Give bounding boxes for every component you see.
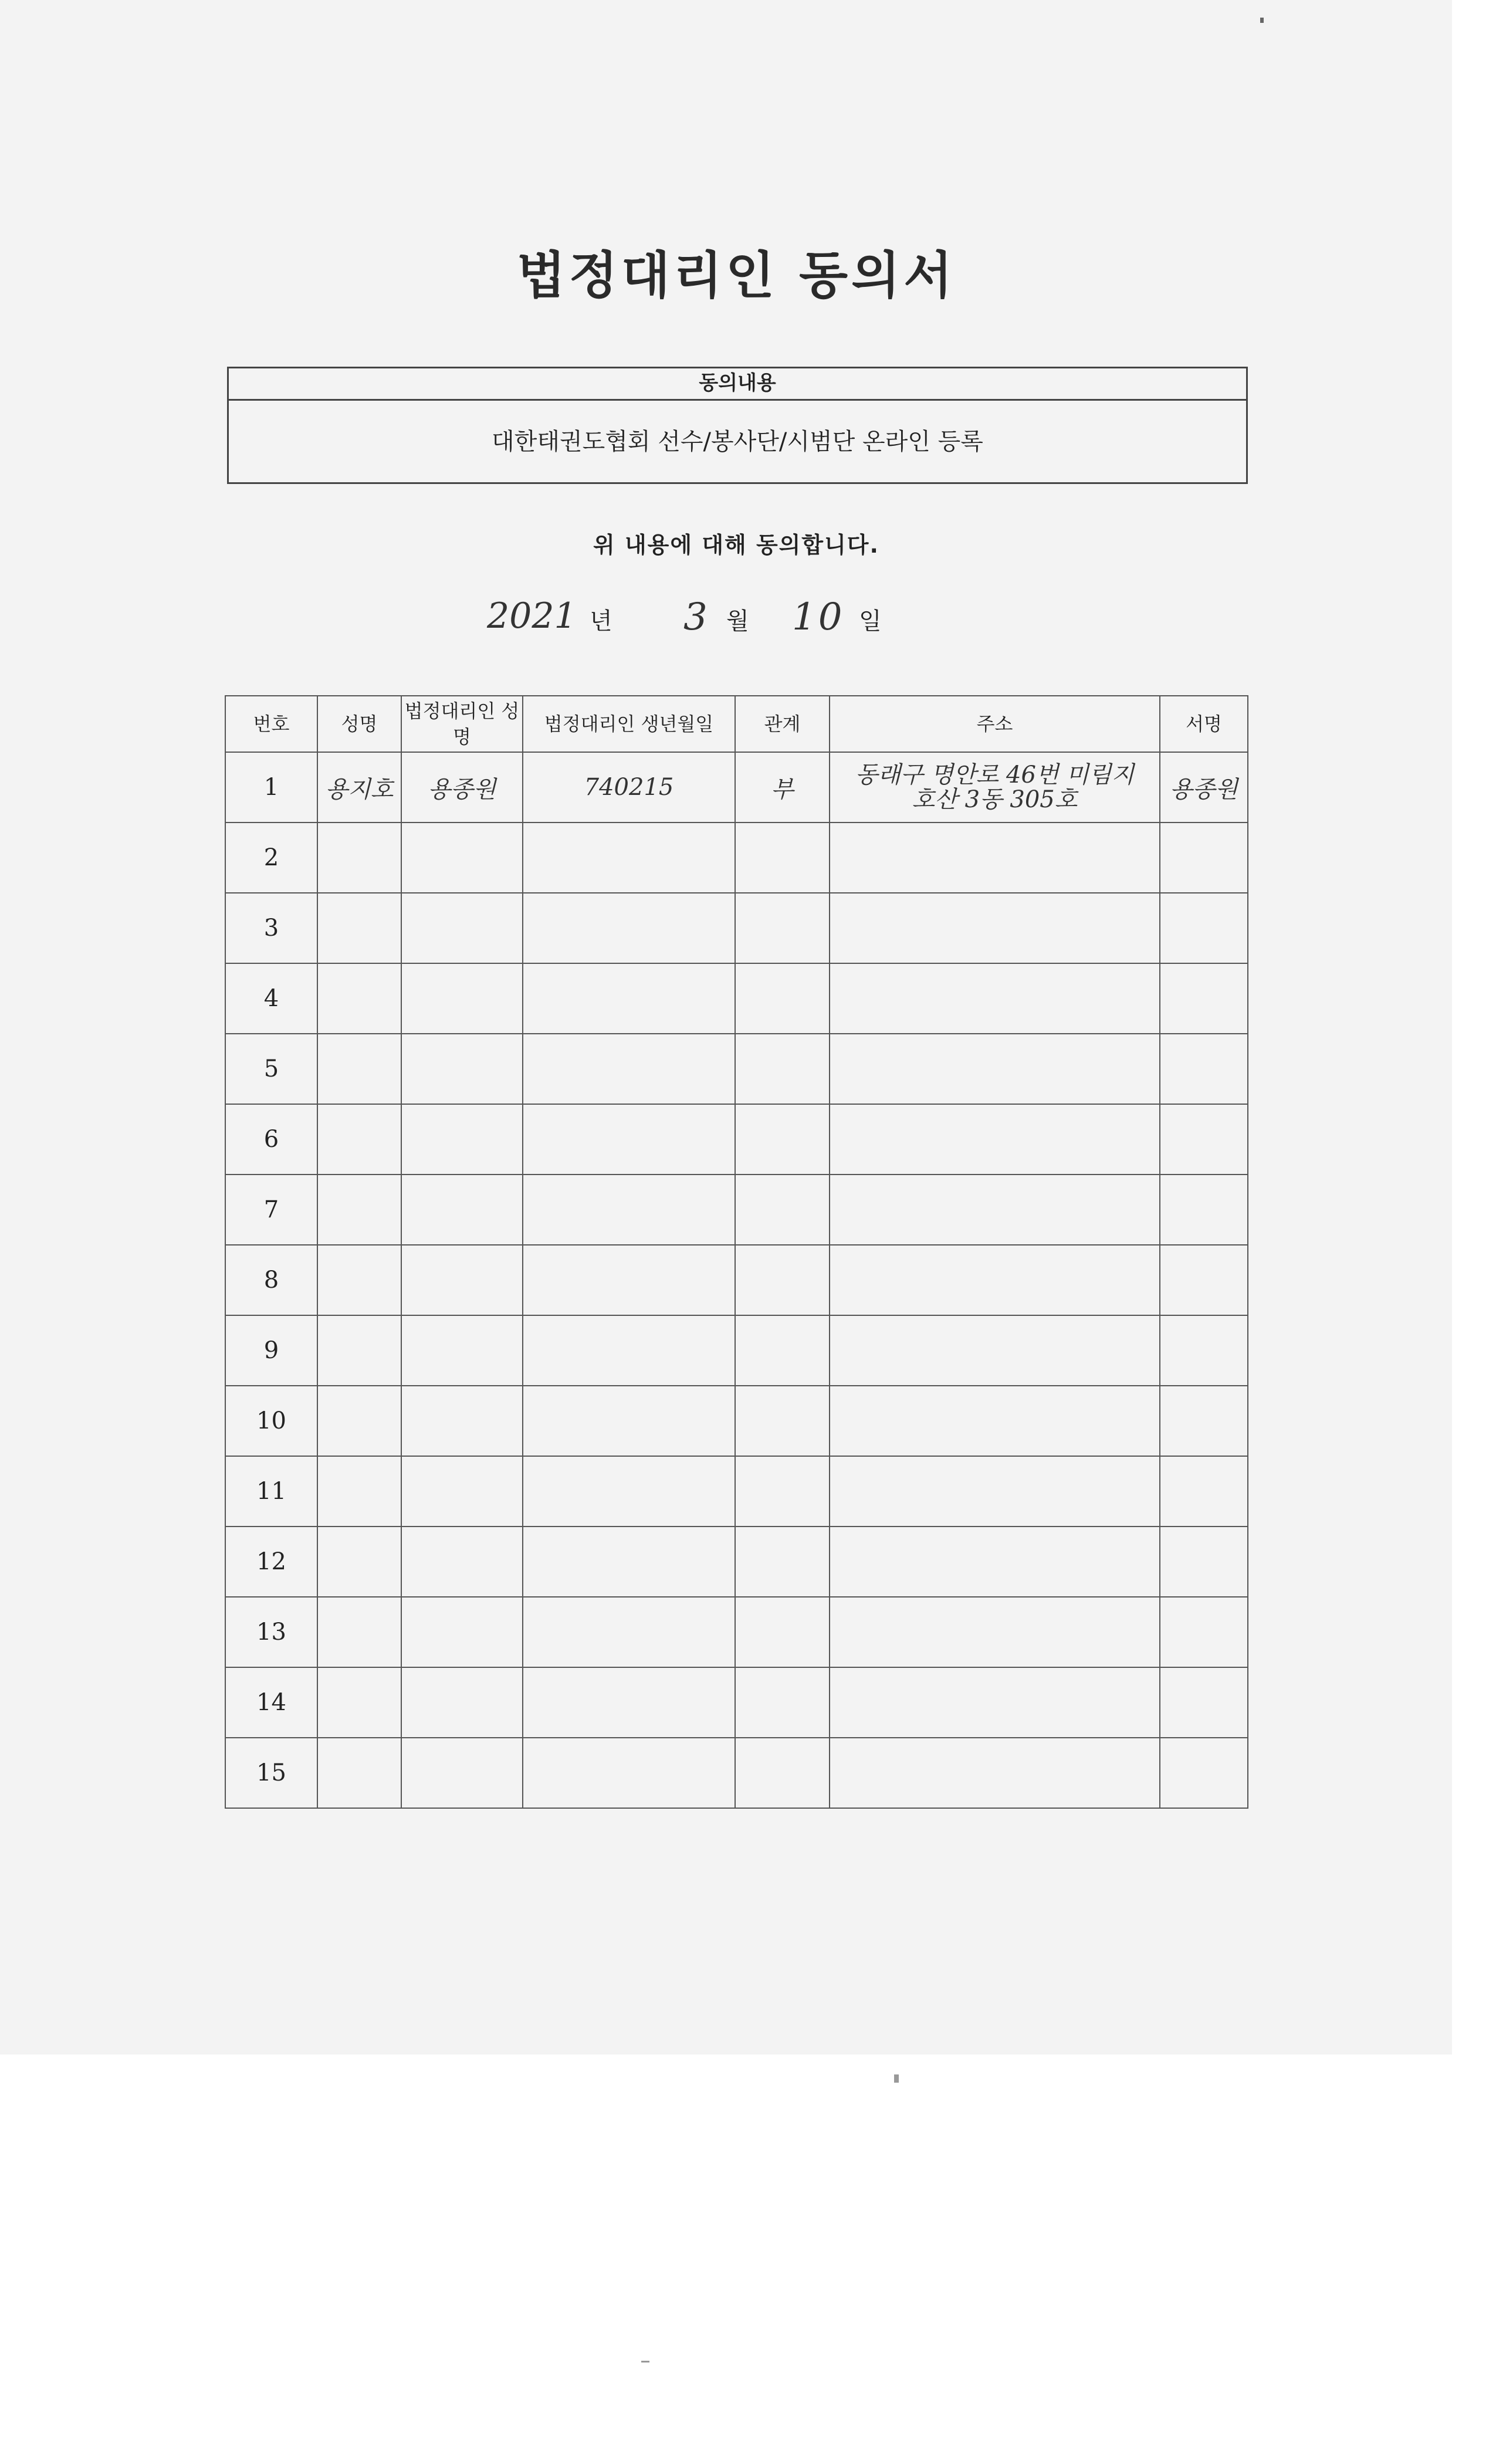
- cell-address: [830, 1386, 1160, 1456]
- cell-signature: [1160, 1597, 1248, 1667]
- cell-address: [830, 1175, 1160, 1245]
- guardian-table: [225, 695, 1248, 1809]
- table-row: [225, 1456, 1248, 1527]
- header-relation: 관계: [735, 696, 830, 752]
- header-signature: 서명: [1160, 696, 1248, 752]
- cell-guardian-name: [401, 1034, 523, 1104]
- cell-relation: [735, 1667, 830, 1738]
- cell-guardian-name: [401, 1456, 523, 1527]
- cell-name: [317, 1175, 401, 1245]
- cell-signature: [1160, 823, 1248, 893]
- cell-no: 15: [225, 1738, 317, 1808]
- cell-guardian-birth: [523, 1667, 735, 1738]
- date-year: 2021: [487, 595, 577, 637]
- cell-guardian-birth: [523, 893, 735, 963]
- cell-name: [317, 1527, 401, 1597]
- cell-signature: [1160, 1386, 1248, 1456]
- cell-guardian-name: [401, 1597, 523, 1667]
- cell-guardian-birth: [523, 1738, 735, 1808]
- cell-name: [317, 1245, 401, 1315]
- cell-guardian-name: [401, 963, 523, 1034]
- cell-no: 8: [225, 1245, 317, 1315]
- header-guardian-birth: 법정대리인 생년월일: [523, 696, 735, 752]
- cell-guardian-name: [401, 1175, 523, 1245]
- cell-name: [317, 1034, 401, 1104]
- address-line-1: 동래구 명안로 46번 미림지: [855, 761, 1135, 788]
- cell-no: 4: [225, 963, 317, 1034]
- table-row: [225, 1597, 1248, 1667]
- cell-relation: [735, 1245, 830, 1315]
- consent-text: 대한태권도협회 선수/봉사단/시범단 온라인 등록: [492, 428, 983, 455]
- cell-no: 6: [225, 1104, 317, 1175]
- cell-name: [317, 1667, 401, 1738]
- cell-signature: [1160, 1034, 1248, 1104]
- cell-no: 2: [225, 823, 317, 893]
- cell-relation: [735, 963, 830, 1034]
- cell-address: [830, 963, 1160, 1034]
- table-row: [225, 1738, 1248, 1808]
- cell-guardian-name: [401, 1245, 523, 1315]
- cell-name: 용지호: [317, 752, 401, 823]
- cell-name: [317, 963, 401, 1034]
- cell-relation: [735, 1527, 830, 1597]
- cell-relation: [735, 1175, 830, 1245]
- cell-address: [830, 1315, 1160, 1386]
- date-day: 10: [792, 595, 845, 639]
- table-row: [225, 752, 1248, 823]
- cell-name: [317, 893, 401, 963]
- cell-signature: [1160, 1667, 1248, 1738]
- cell-address: [830, 1034, 1160, 1104]
- cell-guardian-name: [401, 1738, 523, 1808]
- cell-guardian-name: [401, 1527, 523, 1597]
- header-address: 주소: [830, 696, 1160, 752]
- cell-relation: [735, 1034, 830, 1104]
- table-row: [225, 963, 1248, 1034]
- cell-signature: [1160, 893, 1248, 963]
- cell-relation: [735, 1456, 830, 1527]
- cell-relation: [735, 1315, 830, 1386]
- cell-relation: [735, 1104, 830, 1175]
- cell-guardian-birth: [523, 1104, 735, 1175]
- cell-no: 1: [225, 752, 317, 823]
- cell-no: 14: [225, 1667, 317, 1738]
- cell-address: [830, 823, 1160, 893]
- cell-name: [317, 1315, 401, 1386]
- table-row: [225, 1667, 1248, 1738]
- table-row: [225, 1034, 1248, 1104]
- cell-relation: [735, 823, 830, 893]
- cell-guardian-name: [401, 823, 523, 893]
- cell-no: 7: [225, 1175, 317, 1245]
- cell-guardian-name: [401, 1104, 523, 1175]
- cell-address: [830, 1245, 1160, 1315]
- scan-speck: [641, 2361, 649, 2363]
- date-line: [487, 595, 956, 648]
- cell-relation: 부: [735, 752, 830, 823]
- date-day-unit: 일: [859, 608, 882, 635]
- table-row: [225, 1527, 1248, 1597]
- cell-signature: [1160, 1527, 1248, 1597]
- cell-relation: [735, 1386, 830, 1456]
- header-guardian-name: 법정대리인 성명: [401, 696, 523, 752]
- cell-name: [317, 1738, 401, 1808]
- cell-address: [830, 752, 1160, 823]
- cell-name: [317, 1104, 401, 1175]
- table-row: [225, 1104, 1248, 1175]
- table-row: [225, 1386, 1248, 1456]
- cell-no: 12: [225, 1527, 317, 1597]
- cell-guardian-birth: [523, 1386, 735, 1456]
- agreement-text: 위 내용에 대해 동의합니다.: [593, 532, 879, 558]
- scan-margin: [1452, 0, 1496, 2055]
- document-title: 법정대리인 동의서: [516, 246, 956, 305]
- cell-guardian-name: [401, 1315, 523, 1386]
- table-row: [225, 1245, 1248, 1315]
- scan-speck: [1260, 18, 1264, 23]
- cell-guardian-birth: [523, 1315, 735, 1386]
- table-row: [225, 1175, 1248, 1245]
- cell-address: [830, 1456, 1160, 1527]
- header-name: 성명: [317, 696, 401, 752]
- cell-guardian-name: [401, 893, 523, 963]
- cell-guardian-birth: [523, 1527, 735, 1597]
- cell-name: [317, 1386, 401, 1456]
- cell-guardian-birth: 740215: [523, 752, 735, 823]
- date-year-unit: 년: [590, 608, 612, 635]
- cell-address: [830, 1597, 1160, 1667]
- cell-signature: [1160, 1104, 1248, 1175]
- cell-guardian-name: [401, 1667, 523, 1738]
- cell-guardian-name: [401, 1386, 523, 1456]
- consent-box: [227, 367, 1248, 484]
- cell-guardian-birth: [523, 823, 735, 893]
- cell-guardian-birth: [523, 963, 735, 1034]
- cell-address: [830, 1527, 1160, 1597]
- cell-signature: [1160, 963, 1248, 1034]
- cell-no: 5: [225, 1034, 317, 1104]
- table-row: [225, 893, 1248, 963]
- cell-guardian-birth: [523, 1034, 735, 1104]
- cell-guardian-birth: [523, 1175, 735, 1245]
- cell-guardian-birth: [523, 1456, 735, 1527]
- cell-no: 10: [225, 1386, 317, 1456]
- cell-signature: [1160, 1738, 1248, 1808]
- address-line-2: 호산 3동 305호: [912, 786, 1078, 813]
- cell-guardian-name: 용종원: [401, 752, 523, 823]
- cell-guardian-birth: [523, 1245, 735, 1315]
- cell-relation: [735, 893, 830, 963]
- cell-no: 11: [225, 1456, 317, 1527]
- date-month-unit: 월: [726, 608, 749, 635]
- cell-signature: [1160, 1456, 1248, 1527]
- cell-relation: [735, 1597, 830, 1667]
- cell-relation: [735, 1738, 830, 1808]
- cell-no: 3: [225, 893, 317, 963]
- cell-signature: 용종원: [1160, 752, 1248, 823]
- table-row: [225, 823, 1248, 893]
- scan-speck: [894, 2074, 899, 2083]
- cell-address: [830, 1104, 1160, 1175]
- cell-guardian-birth: [523, 1597, 735, 1667]
- consent-heading: 동의내용: [229, 368, 1246, 401]
- cell-signature: [1160, 1175, 1248, 1245]
- table-row: [225, 1315, 1248, 1386]
- date-month: 3: [683, 595, 708, 639]
- cell-no: 13: [225, 1597, 317, 1667]
- cell-address: [830, 893, 1160, 963]
- cell-signature: [1160, 1245, 1248, 1315]
- cell-signature: [1160, 1315, 1248, 1386]
- table-header-row: [225, 696, 1248, 752]
- cell-name: [317, 823, 401, 893]
- header-no: 번호: [225, 696, 317, 752]
- cell-address: [830, 1738, 1160, 1808]
- cell-no: 9: [225, 1315, 317, 1386]
- cell-name: [317, 1456, 401, 1527]
- cell-name: [317, 1597, 401, 1667]
- cell-address: [830, 1667, 1160, 1738]
